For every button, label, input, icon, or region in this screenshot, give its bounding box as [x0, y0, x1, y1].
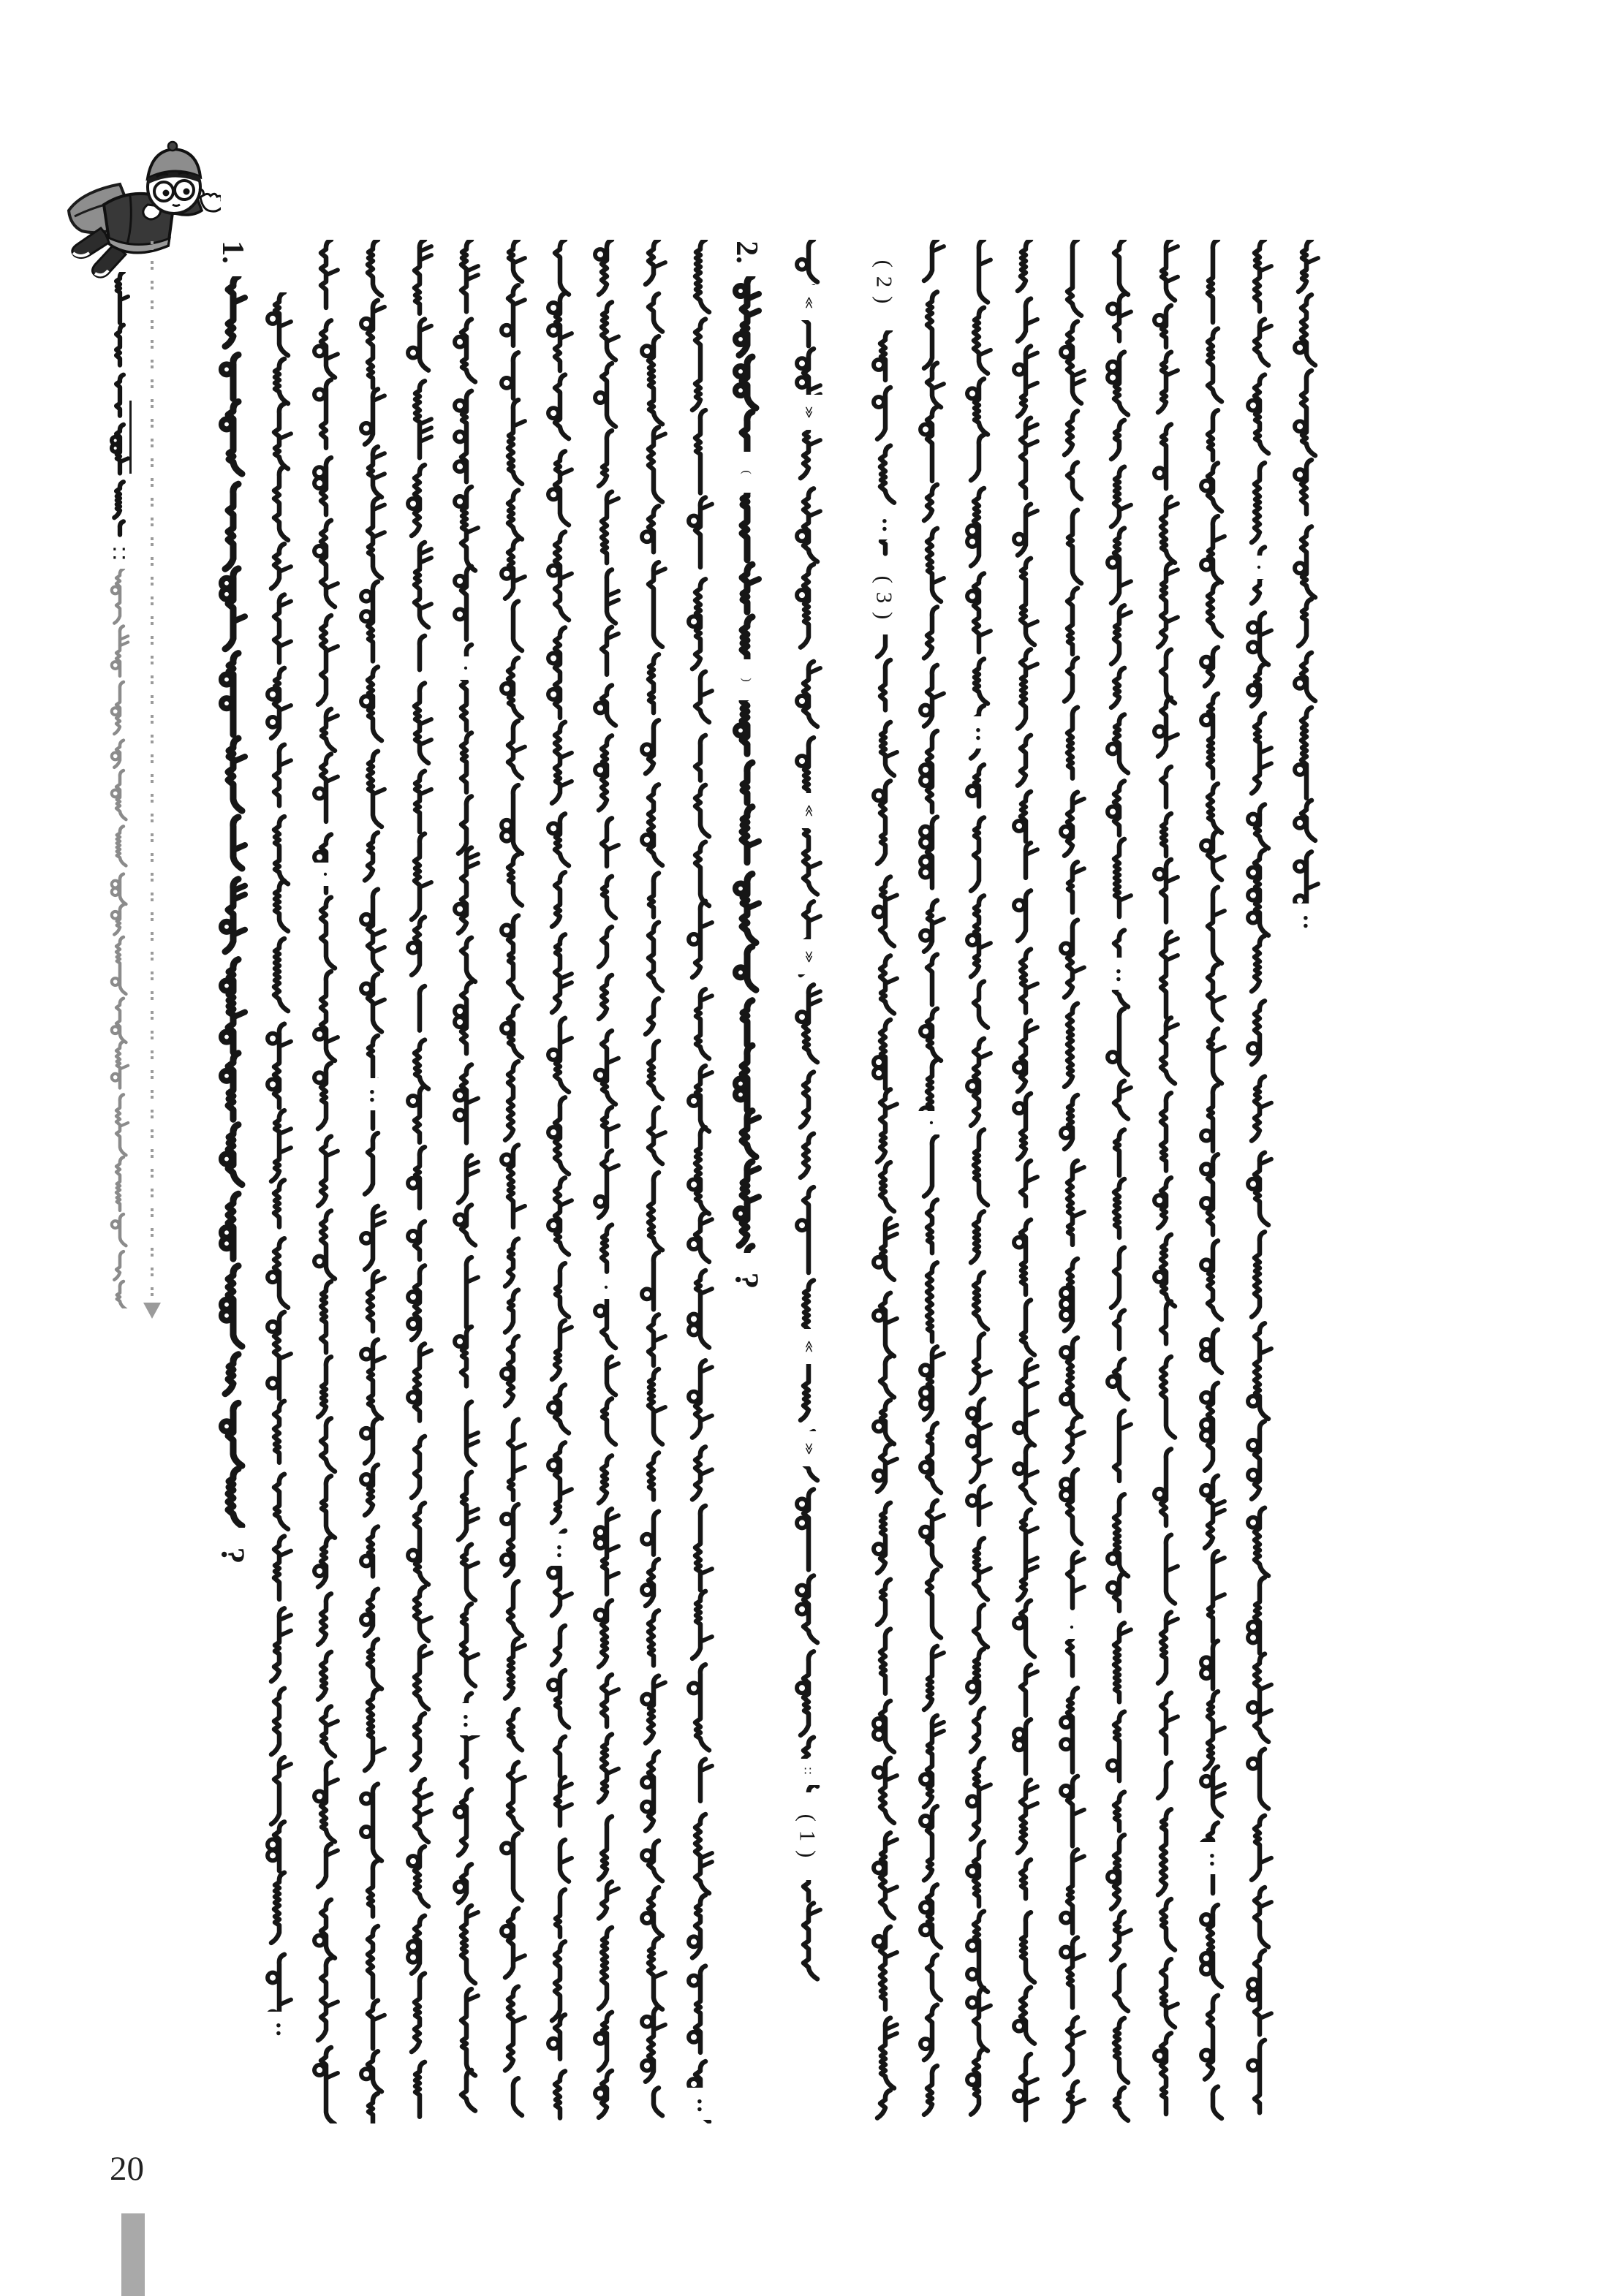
mongolian-script-texture	[1144, 240, 1187, 2123]
text-column-8	[538, 0, 580, 2296]
comma-mark	[303, 860, 348, 889]
full-stop-mark	[1189, 1842, 1235, 1874]
quote-close-mark	[785, 395, 831, 430]
full-stop-mark	[537, 1534, 582, 1566]
quote-open-mark	[785, 793, 831, 828]
mongolian-script-texture	[398, 240, 440, 2123]
text-column-2	[257, 0, 300, 2296]
mongolian-script-texture	[304, 240, 347, 2123]
mark-glyph: :	[974, 719, 983, 746]
mongolian-script-texture	[678, 240, 721, 2123]
mark-glyph: :	[461, 1705, 470, 1732]
mongolian-script-texture	[444, 240, 487, 2123]
full-stop-mark	[1283, 903, 1328, 937]
mongolian-script-texture	[491, 240, 534, 2123]
mongolian-script-texture	[910, 240, 953, 2123]
full-stop-mark	[443, 1703, 488, 1735]
paren-open-mark	[724, 452, 769, 493]
exercise-2-number	[724, 232, 769, 272]
text-column-15	[910, 0, 953, 2296]
mark-glyph: :	[555, 1536, 564, 1563]
item-1-marker	[785, 1792, 831, 1880]
mongolian-script-texture	[1097, 240, 1140, 2123]
mongolian-script-texture	[351, 240, 393, 2123]
item-3-marker	[862, 561, 907, 634]
text-column-16	[957, 0, 999, 2296]
text-column-14	[863, 0, 906, 2296]
question-mark	[210, 1528, 255, 1583]
text-column-9	[585, 0, 627, 2296]
text-column-1	[211, 0, 254, 2296]
mark-glyph: ( 2 )	[871, 259, 898, 305]
quote-open-mark	[785, 285, 831, 320]
mark-glyph: ?	[214, 1547, 251, 1564]
mongolian-script-texture	[725, 276, 768, 1310]
mark-glyph: ·	[602, 1273, 610, 1302]
mark-glyph: ( 1 )	[795, 1814, 821, 1859]
text-column-5	[398, 0, 440, 2296]
mongolian-script-texture	[1191, 240, 1233, 2123]
full-stop-mark	[862, 507, 907, 539]
comma-mark	[1049, 1613, 1094, 1642]
mark-glyph: ·	[1067, 1613, 1076, 1642]
quote-close-mark	[785, 939, 831, 974]
mark-glyph: ≫	[802, 1442, 814, 1455]
mark-glyph: :	[368, 1080, 377, 1107]
comma-mark	[909, 1108, 954, 1137]
mark-glyph: :	[880, 509, 889, 537]
colon-mark	[785, 1759, 831, 1785]
mark-glyph: ·	[321, 860, 330, 889]
full-stop-mark	[349, 1078, 395, 1110]
comma-mark	[443, 653, 488, 683]
mark-glyph: ≪	[802, 296, 814, 309]
guide-arrow-icon	[143, 1303, 161, 1319]
comma-mark	[583, 1273, 629, 1302]
mongolian-script-texture	[538, 240, 580, 2123]
text-column-4	[351, 0, 393, 2296]
mongolian-script-texture	[632, 240, 674, 2123]
text-column-6	[444, 0, 487, 2296]
margin-note-underline	[129, 401, 132, 474]
mark-glyph: :	[1301, 906, 1310, 933]
mark-glyph: :	[274, 2014, 283, 2041]
mark-glyph: ≫	[802, 950, 814, 963]
margin-note-colon	[105, 542, 134, 567]
mongolian-script-texture	[957, 240, 999, 2123]
mark-glyph: )	[740, 678, 753, 682]
mark-glyph: 2.	[730, 240, 763, 264]
mongolian-script-texture	[1238, 240, 1280, 2123]
mongolian-script-texture	[211, 276, 254, 1583]
mongolian-script-texture	[1285, 240, 1327, 939]
margin-note-gray-text	[105, 569, 135, 1308]
full-stop-mark	[1096, 958, 1141, 990]
mark-glyph: (	[740, 470, 753, 474]
mark-glyph: 1.	[216, 240, 249, 264]
paren-close-mark	[724, 659, 769, 700]
question-mark	[724, 1253, 769, 1308]
mark-glyph: ≫	[802, 406, 814, 419]
mongolian-script-texture	[787, 240, 829, 1985]
text-column-11	[678, 0, 721, 2296]
mark-glyph: :	[1208, 1844, 1217, 1871]
text-column-23	[1285, 0, 1327, 2296]
mongolian-script-texture	[585, 240, 627, 2123]
full-stop-mark	[256, 2012, 301, 2044]
mark-glyph: ≪	[802, 804, 814, 817]
mongolian-script-texture	[257, 292, 300, 2047]
text-column-19	[1097, 0, 1140, 2296]
footer-bar	[121, 2213, 145, 2296]
full-stop-mark	[956, 716, 1001, 749]
text-column-22	[1238, 0, 1280, 2296]
exercise-1-number	[210, 232, 255, 272]
text-column-21	[1191, 0, 1233, 2296]
mark-glyph: ( 3 )	[871, 575, 898, 621]
text-column-17	[1004, 0, 1046, 2296]
mark-glyph: ≪	[802, 1340, 814, 1353]
text-column-12	[725, 0, 768, 2296]
quote-open-mark	[785, 1329, 831, 1364]
comma-mark	[1236, 553, 1282, 582]
mongolian-script-texture	[1051, 240, 1093, 2123]
text-column-7	[491, 0, 534, 2296]
mark-glyph: ·	[461, 653, 470, 683]
text-column-10	[632, 0, 674, 2296]
mark-glyph: ?	[728, 1272, 765, 1289]
mark-glyph: ∷	[803, 1765, 812, 1778]
full-stop-mark	[677, 2088, 722, 2120]
quote-close-mark	[785, 1431, 831, 1466]
mascot-illustration	[63, 134, 221, 285]
text-column-13	[787, 0, 829, 2296]
text-column-3	[304, 0, 347, 2296]
mongolian-script-texture	[1004, 240, 1046, 2123]
mark-glyph: ·	[927, 1108, 936, 1137]
text-column-20	[1144, 0, 1187, 2296]
dashed-guide-line	[151, 241, 154, 1303]
mascot-head	[148, 142, 203, 213]
mark-glyph: ∷	[112, 542, 126, 567]
page-number: 20	[110, 2150, 144, 2188]
text-column-18	[1051, 0, 1093, 2296]
mark-glyph: :	[1114, 960, 1123, 987]
mark-glyph: :	[695, 2090, 704, 2117]
mark-glyph: ·	[1255, 553, 1263, 582]
item-2-marker	[862, 246, 907, 319]
